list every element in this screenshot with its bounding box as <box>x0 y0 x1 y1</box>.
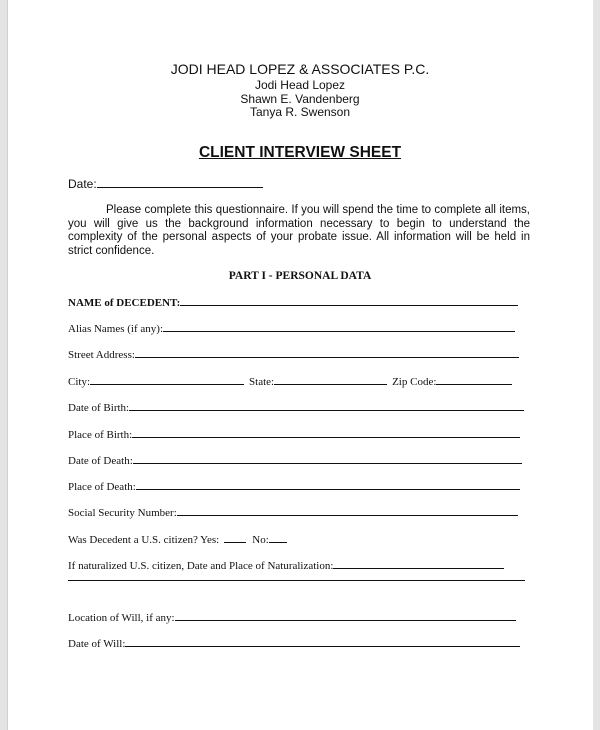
date-label: Date: <box>68 177 97 191</box>
citizen-no-field[interactable] <box>269 533 287 543</box>
state-label: State: <box>249 376 275 388</box>
ssn-field[interactable] <box>177 506 518 516</box>
dob-row <box>68 401 524 414</box>
pob-label: Place of Birth: <box>68 429 133 441</box>
citizen-row <box>68 533 287 546</box>
part-1-title: PART I - PERSONAL DATA <box>228 270 372 282</box>
viewer-scrollbar[interactable] <box>593 0 600 730</box>
date-row <box>68 177 263 191</box>
street-row <box>68 348 519 361</box>
state-field[interactable] <box>274 375 387 385</box>
partner-name-2: Shawn E. Vandenberg <box>240 92 360 106</box>
naturalized-field[interactable] <box>333 559 504 569</box>
citizen-no-label: No: <box>252 534 269 546</box>
dob-field[interactable] <box>129 401 524 411</box>
will-date-field[interactable] <box>125 637 520 647</box>
decedent-label: NAME of DECEDENT: <box>68 297 181 309</box>
naturalized-field-line-2[interactable] <box>68 580 525 581</box>
city-label: City: <box>68 376 91 388</box>
citizen-label: Was Decedent a U.S. citizen? Yes: <box>68 534 220 546</box>
dod-field[interactable] <box>133 454 522 464</box>
dod-label: Date of Death: <box>68 455 133 467</box>
alias-row <box>68 322 515 335</box>
partner-name-1: Jodi Head Lopez <box>254 78 346 92</box>
decedent-row <box>68 296 518 309</box>
pob-row <box>68 428 520 441</box>
sheet-title: CLIENT INTERVIEW SHEET <box>198 144 402 161</box>
ssn-label: Social Security Number: <box>68 507 177 519</box>
zip-field[interactable] <box>436 375 512 385</box>
will-date-row <box>68 637 520 650</box>
street-label: Street Address: <box>68 349 135 361</box>
street-field[interactable] <box>135 348 519 358</box>
city-field[interactable] <box>90 375 244 385</box>
dob-label: Date of Birth: <box>68 402 130 414</box>
ssn-row <box>68 506 518 519</box>
city-state-zip-row <box>68 375 512 388</box>
alias-label: Alias Names (if any): <box>68 323 163 335</box>
intro-paragraph: Please complete this questionnaire. If you will spend the time to complete all items, you will give us the background information necessary to begin to understand the complexity of the personal aspects of your probate issue. All information will be held in strict confidence. <box>68 204 530 257</box>
firm-name: JODI HEAD LOPEZ & ASSOCIATES P.C. <box>170 61 430 77</box>
will-date-label: Date of Will: <box>68 638 126 650</box>
citizen-yes-field[interactable] <box>224 533 246 543</box>
will-location-label: Location of Will, if any: <box>68 612 175 624</box>
pod-label: Place of Death: <box>68 481 136 493</box>
zip-label: Zip Code: <box>392 376 437 388</box>
pod-row <box>68 480 520 493</box>
alias-field[interactable] <box>163 322 515 332</box>
decedent-field[interactable] <box>180 296 518 306</box>
date-field[interactable] <box>97 177 263 188</box>
pob-field[interactable] <box>132 428 520 438</box>
naturalized-label: If naturalized U.S. citizen, Date and Place of Naturalization: <box>68 560 334 572</box>
will-location-row <box>68 611 516 624</box>
naturalized-row <box>68 559 504 572</box>
partner-name-3: Tanya R. Swenson <box>249 105 351 119</box>
pod-field[interactable] <box>136 480 520 490</box>
dod-row <box>68 454 522 467</box>
will-location-field[interactable] <box>175 611 516 621</box>
